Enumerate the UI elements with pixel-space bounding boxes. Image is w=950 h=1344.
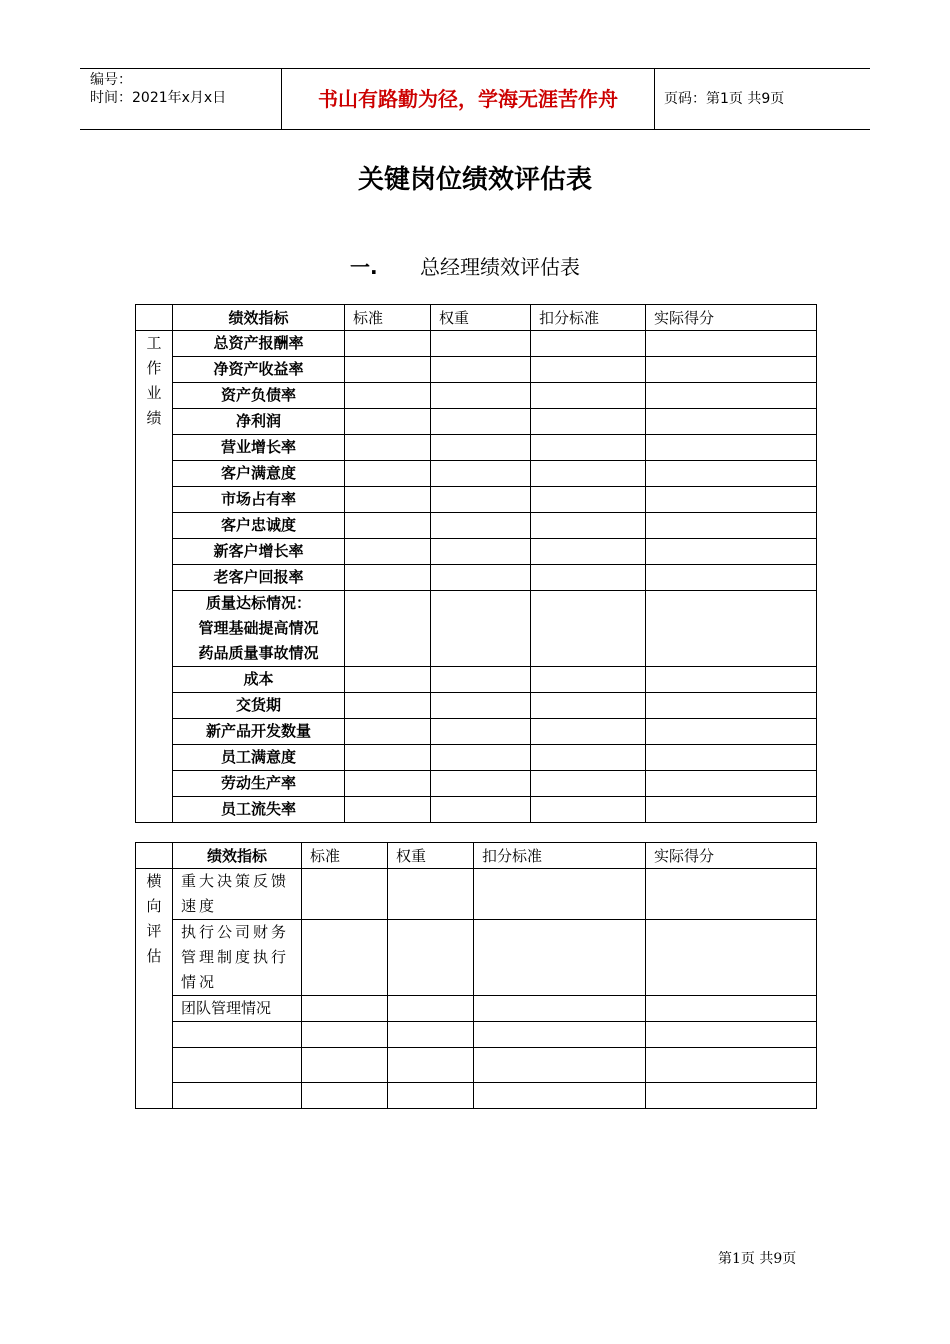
column-header: 扣分标准 xyxy=(474,843,646,869)
table-row xyxy=(136,771,817,797)
score-cell[interactable] xyxy=(474,1083,646,1109)
score-cell[interactable] xyxy=(302,920,388,996)
score-cell[interactable] xyxy=(431,797,531,823)
performance-table-work xyxy=(135,304,817,823)
indicator-cell xyxy=(173,591,345,667)
score-cell[interactable] xyxy=(431,383,531,409)
table-row xyxy=(136,920,817,996)
score-cell[interactable] xyxy=(302,869,388,920)
table-row xyxy=(136,383,817,409)
page-footer: 第1页 共9页 xyxy=(718,1251,797,1267)
indicator-cell: 客户满意度 xyxy=(173,461,345,487)
indicator-cell xyxy=(173,1083,302,1109)
score-cell[interactable] xyxy=(345,331,431,357)
serial-label: 编号： xyxy=(90,72,132,88)
score-cell[interactable] xyxy=(646,771,817,797)
score-cell[interactable] xyxy=(646,745,817,771)
header-motto: 书山有路勤为径，学海无涯苦作舟 xyxy=(318,87,618,111)
score-cell[interactable] xyxy=(531,357,646,383)
score-cell[interactable] xyxy=(531,435,646,461)
score-cell[interactable] xyxy=(646,565,817,591)
score-cell[interactable] xyxy=(474,869,646,920)
column-header: 实际得分 xyxy=(646,843,817,869)
score-cell[interactable] xyxy=(474,1048,646,1083)
indicator-line: 药品质量事故情况 xyxy=(198,644,319,662)
score-cell[interactable] xyxy=(345,461,431,487)
score-cell[interactable] xyxy=(345,591,431,667)
category-char: 横 xyxy=(146,872,162,890)
score-cell[interactable] xyxy=(531,409,646,435)
column-header: 权重 xyxy=(388,843,474,869)
indicator-cell: 老客户回报率 xyxy=(173,565,345,591)
score-cell[interactable] xyxy=(646,667,817,693)
score-cell[interactable] xyxy=(531,513,646,539)
score-cell[interactable] xyxy=(431,719,531,745)
score-cell[interactable] xyxy=(345,487,431,513)
indicator-cell: 客户忠诚度 xyxy=(173,513,345,539)
indicator-cell: 营业增长率 xyxy=(173,435,345,461)
indicator-cell: 总资产报酬率 xyxy=(173,331,345,357)
score-cell[interactable] xyxy=(345,745,431,771)
score-cell[interactable] xyxy=(646,1022,817,1048)
indicator-line: 质量达标情况： xyxy=(205,594,311,612)
score-cell[interactable] xyxy=(646,409,817,435)
table-header-row xyxy=(136,843,817,869)
indicator-cell: 劳动生产率 xyxy=(173,771,345,797)
score-cell[interactable] xyxy=(302,1083,388,1109)
indicator-cell: 净资产收益率 xyxy=(173,357,345,383)
score-cell[interactable] xyxy=(345,539,431,565)
score-cell[interactable] xyxy=(646,719,817,745)
table-row xyxy=(136,461,817,487)
score-cell[interactable] xyxy=(431,539,531,565)
score-cell[interactable] xyxy=(646,539,817,565)
table-row xyxy=(136,539,817,565)
score-cell[interactable] xyxy=(531,487,646,513)
table-row xyxy=(136,719,817,745)
score-cell[interactable] xyxy=(474,996,646,1022)
table-row xyxy=(136,357,817,383)
score-cell[interactable] xyxy=(345,383,431,409)
indicator-cell xyxy=(173,1048,302,1083)
indicator-cell xyxy=(173,1022,302,1048)
score-cell[interactable] xyxy=(531,565,646,591)
score-cell[interactable] xyxy=(345,771,431,797)
score-cell[interactable] xyxy=(646,920,817,996)
indicator-cell: 交货期 xyxy=(173,693,345,719)
score-cell[interactable] xyxy=(646,331,817,357)
indicator-cell: 市场占有率 xyxy=(173,487,345,513)
document-title: 关键岗位绩效评估表 xyxy=(357,165,592,195)
score-cell[interactable] xyxy=(531,383,646,409)
score-cell[interactable] xyxy=(646,591,817,667)
score-cell[interactable] xyxy=(531,771,646,797)
score-cell[interactable] xyxy=(531,745,646,771)
category-char: 工 xyxy=(146,334,162,352)
score-cell[interactable] xyxy=(345,565,431,591)
table-row xyxy=(136,996,817,1022)
score-cell[interactable] xyxy=(431,667,531,693)
score-cell[interactable] xyxy=(388,1048,474,1083)
score-cell[interactable] xyxy=(431,513,531,539)
score-cell[interactable] xyxy=(388,1022,474,1048)
indicator-line: 管理制度执行 xyxy=(181,948,290,966)
table-row xyxy=(136,331,817,357)
indicator-line: 重大决策反馈 xyxy=(181,872,290,890)
column-header: 扣分标准 xyxy=(531,305,646,331)
indicator-line: 执行公司财务 xyxy=(181,923,290,941)
score-cell[interactable] xyxy=(646,797,817,823)
category-char: 评 xyxy=(146,922,162,940)
column-header: 标准 xyxy=(302,843,388,869)
section-number: 一. xyxy=(350,255,378,279)
table-row xyxy=(136,869,817,920)
score-cell[interactable] xyxy=(531,331,646,357)
header-meta xyxy=(90,71,226,107)
score-cell[interactable] xyxy=(646,357,817,383)
table-row xyxy=(136,797,817,823)
score-cell[interactable] xyxy=(531,719,646,745)
category-char: 作 xyxy=(146,359,162,377)
category-label xyxy=(136,331,173,823)
score-cell[interactable] xyxy=(388,1083,474,1109)
indicator-cell: 员工满意度 xyxy=(173,745,345,771)
indicator-cell xyxy=(173,869,302,920)
score-cell[interactable] xyxy=(345,409,431,435)
score-cell[interactable] xyxy=(646,996,817,1022)
score-cell[interactable] xyxy=(646,693,817,719)
header-page-info: 页码：第1页 共9页 xyxy=(664,91,785,107)
score-cell[interactable] xyxy=(345,357,431,383)
table-corner-cell xyxy=(136,843,173,869)
score-cell[interactable] xyxy=(431,487,531,513)
table-row xyxy=(136,667,817,693)
score-cell[interactable] xyxy=(345,513,431,539)
indicator-cell: 新产品开发数量 xyxy=(173,719,345,745)
score-cell[interactable] xyxy=(474,920,646,996)
table-row xyxy=(136,409,817,435)
column-header: 标准 xyxy=(345,305,431,331)
section-heading xyxy=(350,252,580,282)
score-cell[interactable] xyxy=(345,667,431,693)
score-cell[interactable] xyxy=(431,331,531,357)
category-char: 业 xyxy=(146,384,162,402)
score-cell[interactable] xyxy=(531,667,646,693)
score-cell[interactable] xyxy=(388,869,474,920)
table-header-row xyxy=(136,305,817,331)
table-row xyxy=(136,565,817,591)
column-header: 权重 xyxy=(431,305,531,331)
score-cell[interactable] xyxy=(431,771,531,797)
table-row xyxy=(136,1048,817,1083)
table-row xyxy=(136,487,817,513)
table-row xyxy=(136,513,817,539)
indicator-line: 团队管理情况 xyxy=(181,999,272,1017)
column-header: 实际得分 xyxy=(646,305,817,331)
indicator-cell xyxy=(173,920,302,996)
score-cell[interactable] xyxy=(646,1083,817,1109)
performance-table-horizontal xyxy=(135,842,817,1109)
score-cell[interactable] xyxy=(345,797,431,823)
score-cell[interactable] xyxy=(531,539,646,565)
column-header: 绩效指标 xyxy=(173,843,302,869)
table-row xyxy=(136,1083,817,1109)
score-cell[interactable] xyxy=(531,591,646,667)
category-char: 绩 xyxy=(146,409,162,427)
score-cell[interactable] xyxy=(646,869,817,920)
score-cell[interactable] xyxy=(302,1048,388,1083)
column-header: 绩效指标 xyxy=(173,305,345,331)
table-row xyxy=(136,745,817,771)
category-label xyxy=(136,869,173,1109)
score-cell[interactable] xyxy=(302,1022,388,1048)
score-cell[interactable] xyxy=(388,920,474,996)
indicator-line: 情况 xyxy=(181,973,218,991)
score-cell[interactable] xyxy=(531,693,646,719)
score-cell[interactable] xyxy=(646,513,817,539)
score-cell[interactable] xyxy=(646,1048,817,1083)
score-cell[interactable] xyxy=(388,996,474,1022)
table-row xyxy=(136,693,817,719)
indicator-cell: 成本 xyxy=(173,667,345,693)
score-cell[interactable] xyxy=(474,1022,646,1048)
score-cell[interactable] xyxy=(531,797,646,823)
score-cell[interactable] xyxy=(345,435,431,461)
score-cell[interactable] xyxy=(345,693,431,719)
score-cell[interactable] xyxy=(431,409,531,435)
category-char: 向 xyxy=(146,897,162,915)
score-cell[interactable] xyxy=(531,461,646,487)
score-cell[interactable] xyxy=(431,435,531,461)
score-cell[interactable] xyxy=(646,435,817,461)
indicator-cell: 净利润 xyxy=(173,409,345,435)
score-cell[interactable] xyxy=(431,693,531,719)
category-char: 估 xyxy=(146,947,162,965)
score-cell[interactable] xyxy=(646,461,817,487)
score-cell[interactable] xyxy=(431,591,531,667)
score-cell[interactable] xyxy=(431,357,531,383)
indicator-cell xyxy=(173,996,302,1022)
score-cell[interactable] xyxy=(431,461,531,487)
score-cell[interactable] xyxy=(646,383,817,409)
section-title: 总经理绩效评估表 xyxy=(420,255,580,279)
indicator-line: 管理基础提高情况 xyxy=(198,619,319,637)
score-cell[interactable] xyxy=(345,719,431,745)
score-cell[interactable] xyxy=(431,565,531,591)
table-corner-cell xyxy=(136,305,173,331)
header-divider xyxy=(654,69,655,129)
score-cell[interactable] xyxy=(431,745,531,771)
indicator-cell: 新客户增长率 xyxy=(173,539,345,565)
table-row xyxy=(136,591,817,667)
score-cell[interactable] xyxy=(646,487,817,513)
indicator-line: 速度 xyxy=(181,897,218,915)
score-cell[interactable] xyxy=(302,996,388,1022)
indicator-cell: 员工流失率 xyxy=(173,797,345,823)
indicator-cell: 资产负债率 xyxy=(173,383,345,409)
time-label: 时间：2021年x月x日 xyxy=(90,90,227,106)
table-row xyxy=(136,1022,817,1048)
page-header xyxy=(80,68,870,130)
table-row xyxy=(136,435,817,461)
